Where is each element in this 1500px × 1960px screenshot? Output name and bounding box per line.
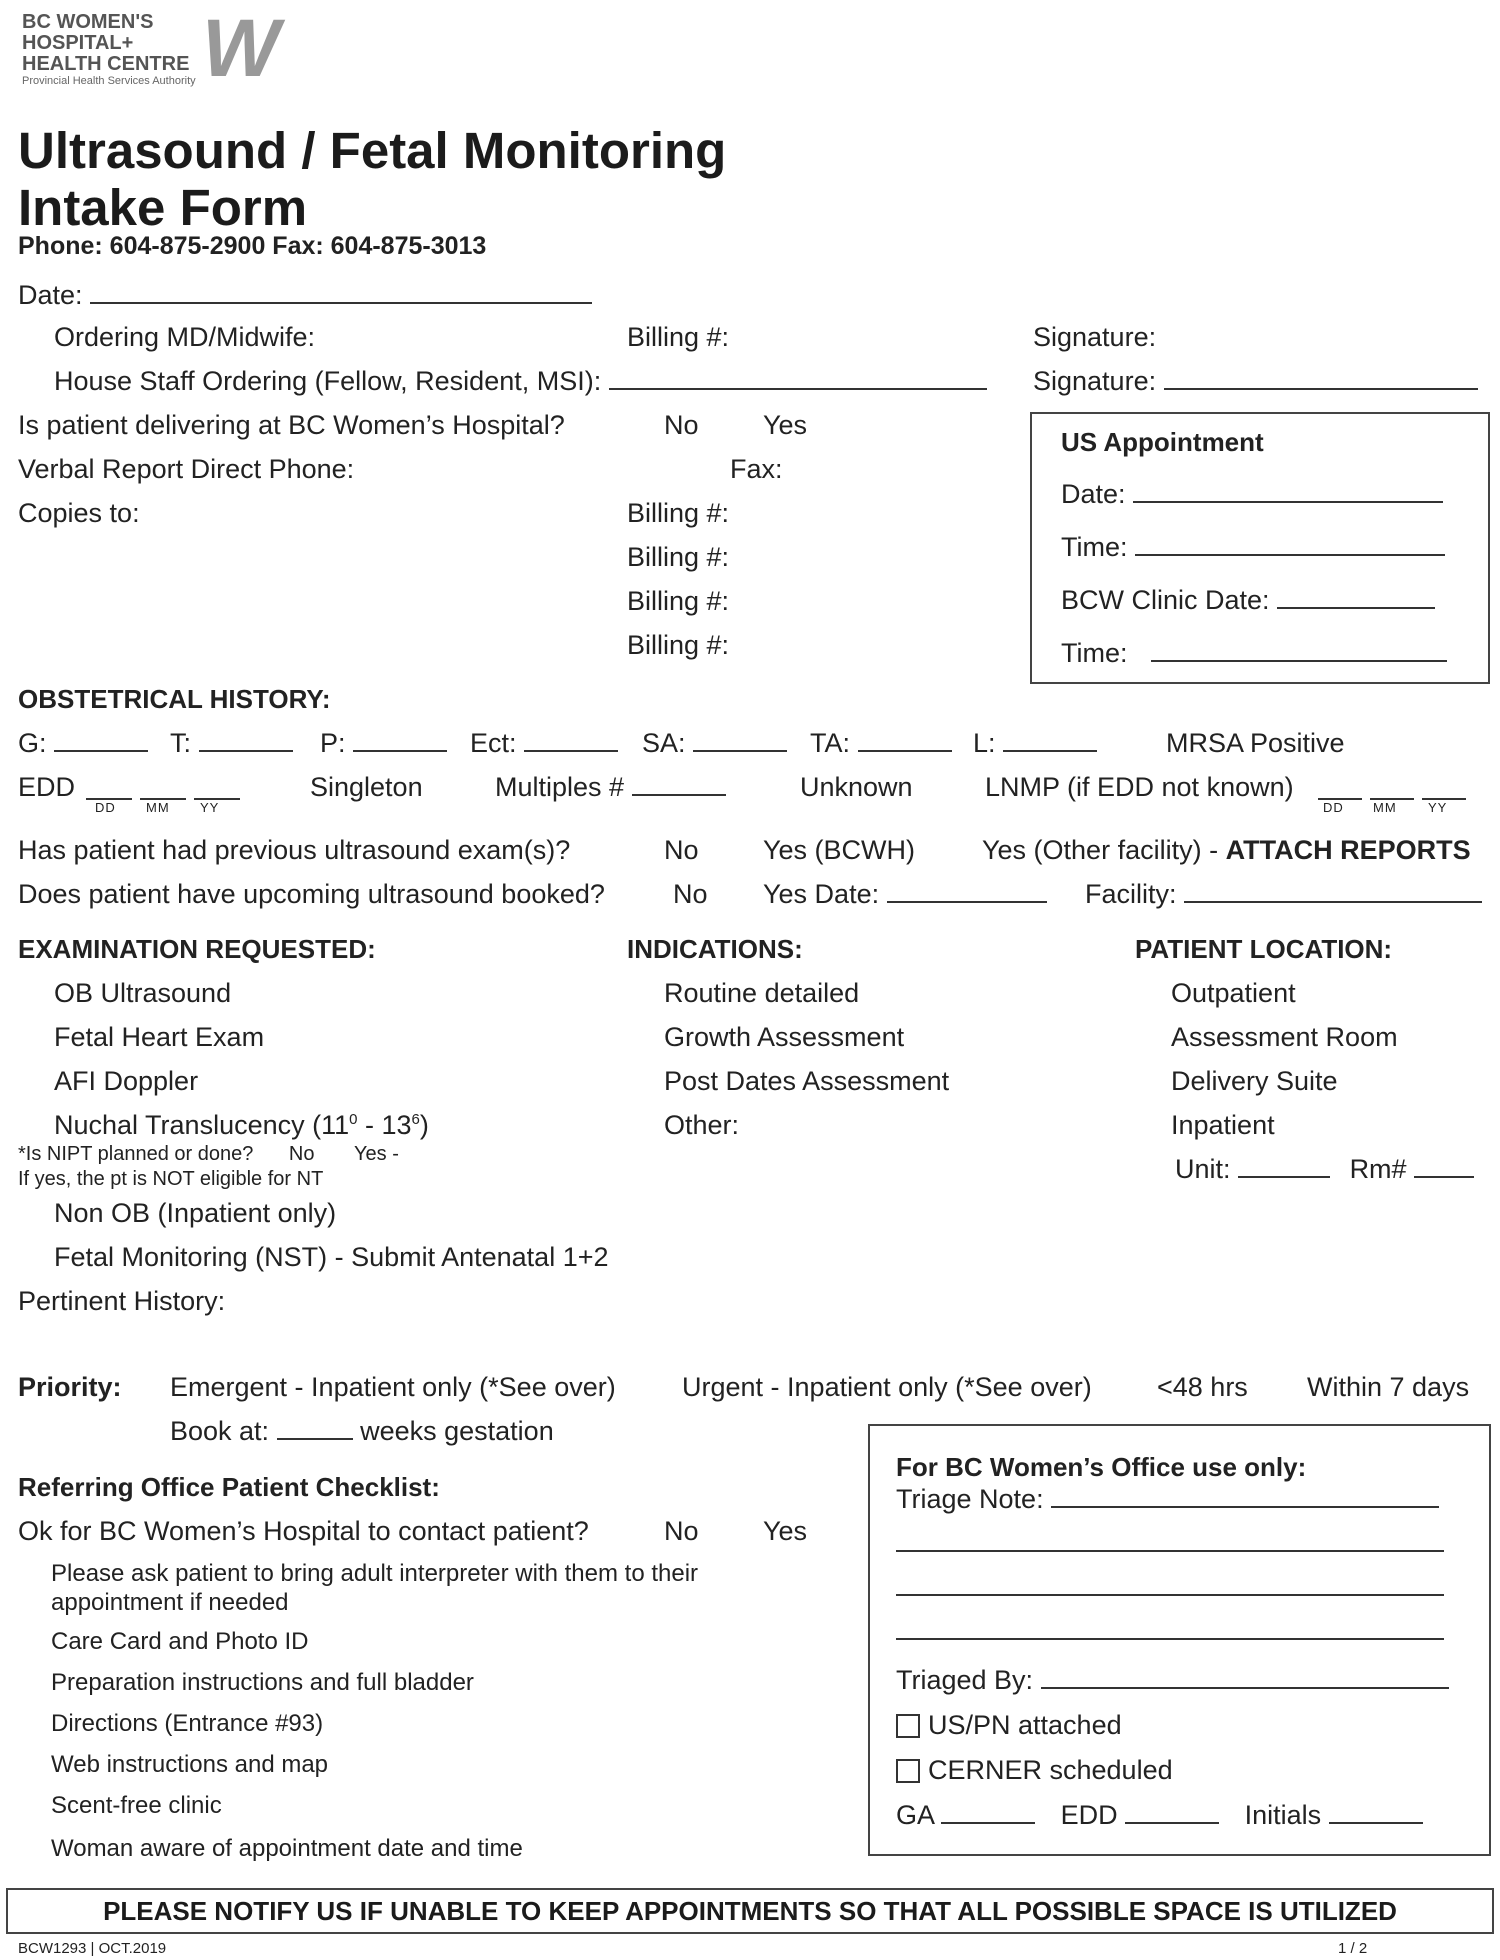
upcoming-us-facility-label: Facility:	[1085, 879, 1177, 909]
priority-weeks-label: weeks gestation	[360, 1416, 554, 1446]
checklist-item-woman-aware[interactable]: Woman aware of appointment date and time	[51, 1835, 523, 1862]
location-outpatient[interactable]: Outpatient	[1171, 978, 1296, 1008]
verbal-fax-label: Fax:	[730, 454, 783, 484]
previous-us-yes-other-row	[982, 835, 1471, 866]
ob-ta-field[interactable]	[858, 728, 952, 752]
ob-p	[320, 728, 447, 759]
us-appt-time2-row	[1061, 638, 1447, 669]
ob-edd-yy-caption: YY	[200, 800, 220, 815]
obstetrical-heading: OBSTETRICAL HISTORY:	[18, 684, 331, 714]
ob-l	[973, 728, 1097, 759]
logo	[22, 12, 196, 87]
priority-within7[interactable]: Within 7 days	[1307, 1372, 1470, 1402]
office-triage-field-4[interactable]	[896, 1618, 1444, 1640]
ob-edd-dd-caption: DD	[95, 800, 116, 815]
ob-lnmp-dd-caption: DD	[1323, 800, 1344, 815]
copies-billing-4: Billing #:	[627, 630, 730, 660]
ob-multiples-label[interactable]: Multiples #	[495, 772, 625, 802]
delivering-no[interactable]: No	[664, 410, 699, 440]
ob-ect-field[interactable]	[524, 728, 618, 752]
exam-fetal-monitoring[interactable]: Fetal Monitoring (NST) - Submit Antenatal 1+2	[54, 1242, 609, 1272]
office-cerner-row[interactable]	[896, 1755, 1173, 1786]
indications-heading: INDICATIONS:	[627, 934, 803, 964]
exam-nuchal-mid: - 13	[357, 1110, 412, 1140]
office-triage-field-2[interactable]	[896, 1530, 1444, 1552]
ob-edd-mm-field[interactable]	[140, 770, 186, 800]
upcoming-us-date-field[interactable]	[887, 879, 1047, 903]
office-bottom-row	[896, 1800, 1423, 1831]
us-appt-time-field[interactable]	[1135, 532, 1445, 556]
house-staff-signature-row	[1033, 366, 1478, 397]
upcoming-us-yes-date-label[interactable]: Yes Date:	[763, 879, 880, 909]
uspn-checkbox[interactable]	[896, 1714, 920, 1738]
date-label: Date:	[18, 280, 83, 310]
office-ga-field[interactable]	[941, 1800, 1035, 1824]
us-appt-time-label: Time:	[1061, 532, 1128, 562]
ob-edd-label: EDD	[18, 772, 76, 802]
checklist-interpreter-1[interactable]: Please ask patient to bring adult interpreter with them to their	[51, 1560, 699, 1587]
notice-text: PLEASE NOTIFY US IF UNABLE TO KEEP APPOINTMENTS SO THAT ALL POSSIBLE SPACE IS UTILIZED	[103, 1895, 1397, 1926]
ob-t-label: T:	[170, 728, 192, 758]
copies-billing-2: Billing #:	[627, 542, 730, 572]
pertinent-history-label: Pertinent History:	[18, 1286, 226, 1316]
logo-line3: HEALTH CENTRE	[22, 53, 190, 75]
contact-info: Phone: 604-875-2900 Fax: 604-875-3013	[18, 232, 487, 260]
office-triaged-by-field[interactable]	[1041, 1665, 1449, 1689]
us-appt-time2-label: Time:	[1061, 638, 1128, 668]
logo-line1: BC WOMEN'S	[22, 11, 154, 33]
exam-nuchal-sup2: 6	[411, 1111, 420, 1128]
exam-fetal-heart[interactable]: Fetal Heart Exam	[54, 1022, 265, 1052]
ob-lnmp-dd-field[interactable]	[1318, 770, 1362, 800]
ob-t	[170, 728, 293, 759]
upcoming-us-facility-field[interactable]	[1184, 879, 1482, 903]
logo-w-mark: W	[202, 3, 272, 94]
upcoming-us-yes-date-row	[763, 879, 1047, 910]
office-initials-label: Initials	[1244, 1800, 1322, 1830]
exam-non-ob[interactable]: Non OB (Inpatient only)	[54, 1198, 337, 1228]
office-triage-label: Triage Note:	[896, 1484, 1044, 1514]
checklist-item-care-card[interactable]: Care Card and Photo ID	[51, 1628, 309, 1655]
office-uspn-row[interactable]	[896, 1710, 1122, 1741]
checklist-contact-yes[interactable]: Yes	[763, 1516, 808, 1546]
ob-lnmp-yy-caption: YY	[1428, 800, 1448, 815]
ob-sa	[642, 728, 787, 759]
us-appt-clinic-label: BCW Clinic Date:	[1061, 585, 1270, 615]
ob-t-field[interactable]	[199, 728, 293, 752]
checklist-contact-question: Ok for BC Women’s Hospital to contact patient?	[18, 1516, 589, 1546]
priority-urgent[interactable]: Urgent - Inpatient only (*See over)	[682, 1372, 1092, 1402]
checklist-interpreter-2: appointment if needed	[51, 1589, 289, 1616]
exam-nuchal-text: Nuchal Translucency (11	[54, 1110, 350, 1140]
office-edd-field[interactable]	[1125, 1800, 1219, 1824]
uspn-label: US/PN attached	[928, 1710, 1122, 1740]
nipt-question: *Is NIPT planned or done?	[18, 1143, 254, 1165]
cerner-checkbox[interactable]	[896, 1759, 920, 1783]
ob-g-field[interactable]	[54, 728, 148, 752]
exam-nuchal-end: )	[419, 1110, 429, 1140]
house-staff-row	[54, 366, 987, 397]
cerner-label: CERNER scheduled	[928, 1755, 1173, 1785]
ob-g	[18, 728, 148, 759]
ob-multiples-field[interactable]	[632, 772, 726, 796]
us-appt-date-row	[1061, 479, 1443, 510]
form-title-line2: Intake Form	[18, 179, 308, 236]
footer-page: 1 / 2	[1338, 1940, 1368, 1957]
us-appt-clinic-row	[1061, 585, 1435, 616]
delivering-yes[interactable]: Yes	[763, 410, 808, 440]
notice-bar	[6, 1888, 1494, 1934]
checklist-item-scent-free[interactable]: Scent-free clinic	[51, 1792, 222, 1819]
us-appt-time2-field[interactable]	[1151, 638, 1447, 662]
nipt-yes[interactable]: Yes -	[354, 1143, 399, 1165]
upcoming-us-question: Does patient have upcoming ultrasound booked?	[18, 879, 605, 909]
checklist-item-preparation[interactable]: Preparation instructions and full bladder	[51, 1669, 474, 1696]
ordering-signature-label: Signature:	[1033, 322, 1157, 352]
priority-label: Priority:	[18, 1372, 122, 1402]
office-initials-field[interactable]	[1329, 1800, 1423, 1824]
copies-label: Copies to:	[18, 498, 140, 528]
house-staff-label: House Staff Ordering (Fellow, Resident, MSI):	[54, 366, 602, 396]
location-rm-label: Rm#	[1349, 1154, 1407, 1184]
ob-lnmp-label: LNMP (if EDD not known)	[985, 772, 1294, 802]
previous-us-question: Has patient had previous ultrasound exam(s)?	[18, 835, 571, 865]
office-heading: For BC Women’s Office use only:	[896, 1452, 1307, 1482]
verbal-report-label: Verbal Report Direct Phone:	[18, 454, 355, 484]
location-assessment-room[interactable]: Assessment Room	[1171, 1022, 1398, 1052]
location-rm-field[interactable]	[1414, 1154, 1474, 1178]
house-staff-signature-label: Signature:	[1033, 366, 1157, 396]
location-heading: PATIENT LOCATION:	[1135, 934, 1393, 964]
logo-subtitle: Provincial Health Services Authority	[22, 75, 196, 87]
ordering-md-label: Ordering MD/Midwife:	[54, 322, 316, 352]
location-unit-field[interactable]	[1238, 1154, 1330, 1178]
office-ga-label: GA	[896, 1800, 934, 1830]
previous-us-yes-bcwh[interactable]: Yes (BCWH)	[763, 835, 916, 865]
exam-heading: EXAMINATION REQUESTED:	[18, 934, 376, 964]
nipt-row	[18, 1143, 399, 1166]
checklist-item-web[interactable]: Web instructions and map	[51, 1751, 329, 1778]
checklist-contact-no[interactable]: No	[664, 1516, 699, 1546]
priority-book-row	[170, 1416, 554, 1447]
date-row	[18, 280, 592, 311]
indication-routine[interactable]: Routine detailed	[664, 978, 860, 1008]
ob-p-label: P:	[320, 728, 346, 758]
office-triaged-by-row	[896, 1665, 1449, 1696]
house-staff-signature-field[interactable]	[1164, 366, 1478, 390]
office-edd-label: EDD	[1060, 1800, 1118, 1830]
indication-other[interactable]: Other:	[664, 1110, 740, 1140]
logo-line2: HOSPITAL+	[22, 32, 134, 54]
priority-emergent[interactable]: Emergent - Inpatient only (*See over)	[170, 1372, 616, 1402]
ob-singleton[interactable]: Singleton	[310, 772, 423, 802]
ob-unknown[interactable]: Unknown	[800, 772, 913, 802]
ob-edd-yy-field[interactable]	[194, 770, 240, 800]
indication-post-dates[interactable]: Post Dates Assessment	[664, 1066, 950, 1096]
ob-ect	[470, 728, 618, 759]
office-triage-field-3[interactable]	[896, 1574, 1444, 1596]
checklist-heading: Referring Office Patient Checklist:	[18, 1472, 440, 1502]
priority-book-label: Book at:	[170, 1416, 270, 1446]
ob-ta	[810, 728, 952, 759]
exam-nuchal-sup1: 0	[349, 1111, 358, 1128]
location-inpatient[interactable]: Inpatient	[1171, 1110, 1275, 1140]
us-appt-date-field[interactable]	[1133, 479, 1443, 503]
ob-lnmp-yy-field[interactable]	[1422, 770, 1466, 800]
office-triage-row	[896, 1484, 1439, 1515]
location-unit-row	[1175, 1154, 1474, 1185]
nipt-note: If yes, the pt is NOT eligible for NT	[18, 1168, 324, 1190]
previous-us-attach: ATTACH REPORTS	[1225, 835, 1471, 865]
ob-lnmp-mm-caption: MM	[1373, 800, 1397, 815]
ob-p-field[interactable]	[353, 728, 447, 752]
form-title-line1: Ultrasound / Fetal Monitoring	[18, 122, 727, 179]
priority-book-field[interactable]	[277, 1416, 353, 1440]
exam-ob-ultrasound[interactable]: OB Ultrasound	[54, 978, 232, 1008]
ob-edd-dd-field[interactable]	[86, 770, 132, 800]
checklist-item-directions[interactable]: Directions (Entrance #93)	[51, 1710, 324, 1737]
exam-nuchal[interactable]	[54, 1110, 429, 1141]
us-appt-clinic-field[interactable]	[1277, 585, 1435, 609]
date-field[interactable]	[90, 280, 592, 304]
previous-us-no[interactable]: No	[664, 835, 699, 865]
ob-lnmp-mm-field[interactable]	[1370, 770, 1414, 800]
priority-lt48[interactable]: <48 hrs	[1157, 1372, 1248, 1402]
us-appointment-title: US Appointment	[1061, 427, 1264, 457]
indication-growth[interactable]: Growth Assessment	[664, 1022, 905, 1052]
copies-billing-3: Billing #:	[627, 586, 730, 616]
upcoming-us-no[interactable]: No	[673, 879, 708, 909]
nipt-no[interactable]: No	[288, 1143, 315, 1165]
previous-us-yes-other[interactable]: Yes (Other facility) -	[982, 835, 1219, 865]
ob-ta-label: TA:	[810, 728, 850, 758]
office-triage-field-1[interactable]	[1051, 1484, 1439, 1508]
footer-code: BCW1293 | OCT.2019	[18, 1940, 167, 1957]
us-appt-date-label: Date:	[1061, 479, 1126, 509]
ob-mrsa[interactable]: MRSA Positive	[1166, 728, 1345, 758]
ob-l-field[interactable]	[1003, 728, 1097, 752]
delivering-question: Is patient delivering at BC Women’s Hospital?	[18, 410, 565, 440]
ob-g-label: G:	[18, 728, 47, 758]
location-delivery-suite[interactable]: Delivery Suite	[1171, 1066, 1338, 1096]
exam-afi-doppler[interactable]: AFI Doppler	[54, 1066, 199, 1096]
upcoming-us-facility-row	[1085, 879, 1482, 910]
location-unit-label: Unit:	[1175, 1154, 1231, 1184]
ob-edd-mm-caption: MM	[146, 800, 170, 815]
ordering-billing-label: Billing #:	[627, 322, 730, 352]
ob-sa-label: SA:	[642, 728, 686, 758]
house-staff-field[interactable]	[609, 366, 987, 390]
copies-billing-1: Billing #:	[627, 498, 730, 528]
ob-multiples-row	[495, 772, 726, 803]
us-appt-time-row	[1061, 532, 1445, 563]
office-triaged-by-label: Triaged By:	[896, 1665, 1034, 1695]
ob-ect-label: Ect:	[470, 728, 517, 758]
ob-l-label: L:	[973, 728, 996, 758]
ob-sa-field[interactable]	[693, 728, 787, 752]
